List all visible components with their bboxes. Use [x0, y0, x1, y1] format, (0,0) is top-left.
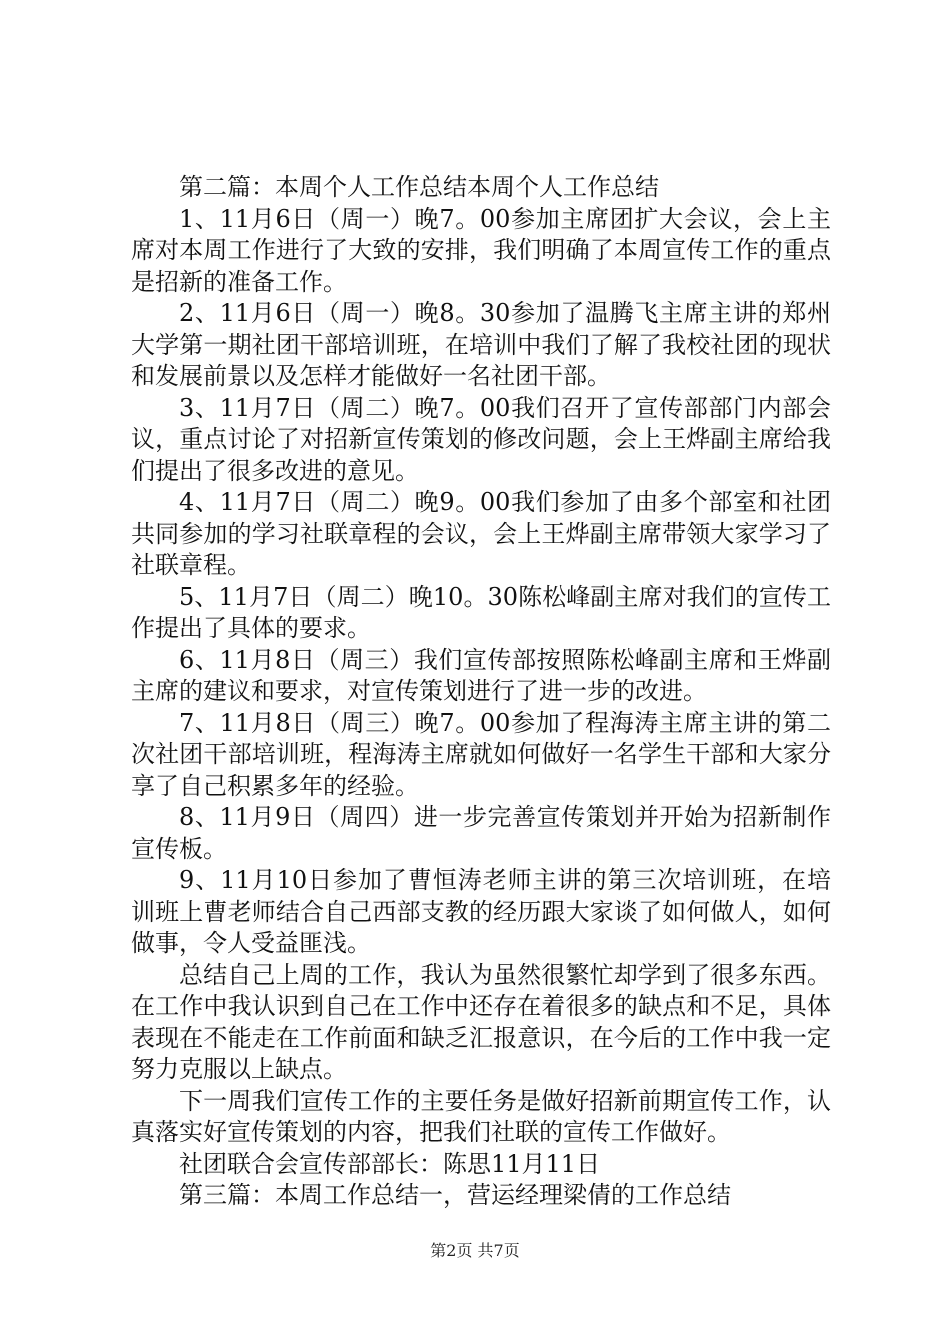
- plan-paragraph: 下一周我们宣传工作的主要任务是做好招新前期宣传工作，认真落实好宣传策划的内容，把我们社联的宣传工作做好。: [131, 1086, 831, 1146]
- list-item: 4、11月7日（周二）晚9。00我们参加了由多个部室和社团共同参加的学习社联章程的会议，会上王烨副主席带领大家学习了社联章程。: [131, 488, 831, 579]
- list-item: 7、11月8日（周三）晚7。00参加了程海涛主席主讲的第二次社团干部培训班，程海涛主席就如何做好一名学生干部和大家分享了自己积累多年的经验。: [131, 708, 831, 800]
- section-heading: 第二篇：本周个人工作总结本周个人工作总结: [179, 173, 659, 201]
- list-item: 2、11月6日（周一）晚8。30参加了温腾飞主席主讲的郑州大学第一期社团干部培训班，在培训中我们了解了我校社团的现状和发展前景以及怎样才能做好一名社团干部。: [131, 299, 831, 390]
- summary-paragraph: 总结自己上周的工作，我认为虽然很繁忙却学到了很多东西。在工作中我认识到自己在工作中还存在着很多的缺点和不足，具体表现在不能走在工作前面和缺乏汇报意识，在今后的工作中我一定努力克服以上缺点。: [131, 960, 831, 1083]
- list-item: 9、11月10日参加了曹恒涛老师主讲的第三次培训班，在培训班上曹老师结合自己西部支教的经历跟大家谈了如何做人，如何做事，令人受益匪浅。: [131, 866, 831, 957]
- section-heading: 第三篇：本周工作总结一，营运经理梁倩的工作总结: [179, 1181, 731, 1209]
- signature-line: 社团联合会宣传部部长：陈思11月11日: [179, 1149, 601, 1178]
- list-item: 1、11月6日（周一）晚7。00参加主席团扩大会议，会上主席对本周工作进行了大致的安排，我们明确了本周宣传工作的重点是招新的准备工作。: [131, 204, 831, 296]
- document-body: [131, 172, 831, 1212]
- list-item: 3、11月7日（周二）晚7。00我们召开了宣传部部门内部会议，重点讨论了对招新宣传策划的修改问题，会上王烨副主席给我们提出了很多改进的意见。: [131, 393, 831, 485]
- list-item: 8、11月9日（周四）进一步完善宣传策划并开始为招新制作宣传板。: [131, 803, 831, 863]
- list-item: 5、11月7日（周二）晚10。30陈松峰副主席对我们的宣传工作提出了具体的要求。: [131, 582, 831, 642]
- list-item: 6、11月8日（周三）我们宣传部按照陈松峰副主席和王烨副主席的建议和要求，对宣传策划进行了进一步的改进。: [131, 645, 831, 705]
- page-footer: 第2页 共7页: [430, 1241, 520, 1260]
